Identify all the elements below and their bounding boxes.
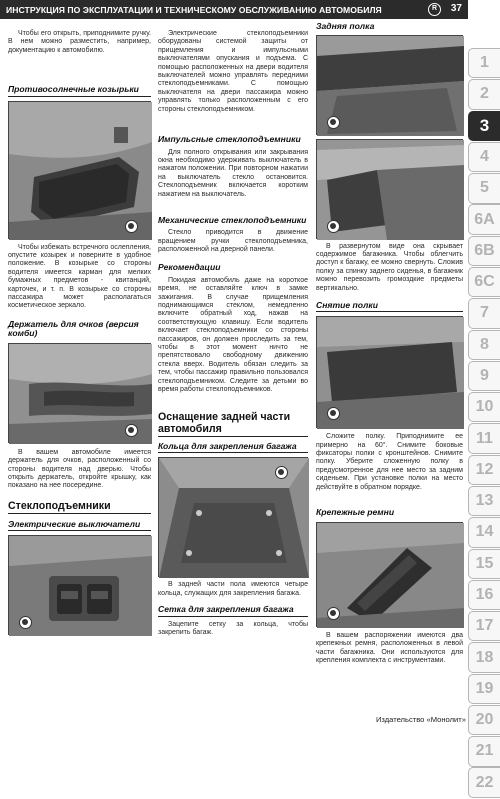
heading-rear-shelf: Задняя полка bbox=[316, 21, 375, 31]
heading-glasses-holder: Держатель для очков (версия комби) bbox=[8, 318, 139, 339]
rear-shelf-text: В развернутом виде она скрывает содержимое багажника. Чтобы облегчить доступ к багажу, ее можно свернуть. Сложив полку за спинку заднего сиденья, в багажник можно перевозить громоздкие предметы вертикально. bbox=[316, 242, 463, 292]
photo-window-switches bbox=[8, 535, 151, 635]
sun-visors-text: Чтобы избежать встречного ослепления, опустите козырек и поверните в удобное положение. В козырьке со стороны водителя имеется карман для мелких бумажных предметов - квитанций, карточек, и т. п. В козырьке со стороны пассажира может располагаться косметическое зеркало. bbox=[8, 243, 151, 310]
recommendations-text: Покидая автомобиль даже на короткое время, не оставляйте ключ в замке зажигания. В случае прищемления поднимающимся стеклом, немедленно включите обратный ход, нажав на соответствующую клавишу. Если водитель включает стеклоподъемники со стороны пассажиров, он должен проследить за тем, чтобы в этот момент ничто не препятствовало свободному движению стекла вверх. Водитель обязан следить за тем, чтобы пассажир правильно пользовался стеклоподъемником. Следите за детьми во время работы стеклоподъемников. bbox=[158, 276, 308, 394]
heading-luggage-net: Сетка для закрепления багажа bbox=[158, 605, 308, 617]
heading-recommendations: Рекомендации bbox=[158, 262, 221, 273]
chapter-tab[interactable]: 6C bbox=[468, 267, 500, 297]
photo-marker-icon bbox=[125, 220, 138, 233]
photo-marker-icon bbox=[125, 424, 138, 437]
heading-power-windows: Стеклоподъемники bbox=[8, 500, 151, 514]
photo-glasses-holder bbox=[8, 343, 151, 443]
chapter-tab[interactable]: 13 bbox=[468, 486, 500, 516]
brand-logo-icon: R bbox=[428, 3, 441, 16]
photo-marker-icon bbox=[327, 607, 340, 620]
heading-sun-visors: Противосолнечные козырьки bbox=[8, 85, 151, 97]
column-middle bbox=[158, 30, 308, 638]
chapter-tab[interactable]: 16 bbox=[468, 580, 500, 610]
header-title: ИНСТРУКЦИЯ ПО ЭКСПЛУАТАЦИИ И ТЕХНИЧЕСКОМУ ОБСЛУЖИВАНИЮ АВТОМОБИЛЯ bbox=[6, 4, 382, 15]
chapter-tab[interactable]: 20 bbox=[468, 705, 500, 735]
photo-sun-visor bbox=[8, 101, 151, 239]
photo-marker-icon bbox=[327, 116, 340, 129]
shelf-removal-text: Сложите полку. Приподнимите ее примерно на 60°. Снимите боковые фиксаторы полки с кронштейнов. Снимите полку. Уберите сложенную полку в предусмотренное для нее место за задним сиденьем. При установке полки на место действуйте в обратном порядке. bbox=[316, 433, 463, 491]
luggage-rings-text: В задней части пола имеются четыре кольца, служащих для закрепления багажа. bbox=[158, 581, 308, 597]
chapter-tab[interactable]: 21 bbox=[468, 736, 500, 766]
column-left bbox=[8, 30, 151, 635]
chapter-tab[interactable]: 4 bbox=[468, 142, 500, 172]
impulse-windows-text: Для полного открывания или закрывания окна необходимо удерживать выключатель в нажатом положении. При повторном нажатии на выключатель стекло остановится. Стеклоподъемник включается коротким нажатием на выключатель. bbox=[158, 148, 308, 198]
manual-windows-text: Стекло приводится в движение вращением ручки стеклоподъемника, расположенной на дверной панели. bbox=[158, 229, 308, 253]
page-header bbox=[0, 0, 468, 19]
chapter-tabs bbox=[468, 48, 500, 799]
chapter-tab[interactable]: 5 bbox=[468, 173, 500, 203]
glasses-holder-text: В вашем автомобиле имеется держатель для очков, расположенный со стороны водителя над дверью. Чтобы открыть держатель, откройте крышку, как показано на нее посередине. bbox=[8, 448, 151, 490]
windows-intro-text: Электрические стеклоподъемники оборудованы системой защиты от прищемления и импульсными выключателями опускания и подъема. С помощью расположенных на двери водителя выключателей можно управлять передними стеклоподъемниками. С помощью выключателя на двери пассажира можно управлять только расположенным с его стороны стеклоподъемником. bbox=[158, 30, 308, 113]
chapter-tab[interactable]: 2 bbox=[468, 79, 500, 109]
chapter-tab[interactable]: 18 bbox=[468, 642, 500, 672]
photo-shelf-removal bbox=[316, 316, 463, 428]
luggage-net-text: Зацепите сетку за кольца, чтобы закрепить багаж. bbox=[158, 620, 308, 637]
chapter-tab[interactable]: 11 bbox=[468, 423, 500, 453]
chapter-tab[interactable]: 15 bbox=[468, 549, 500, 579]
chapter-tab-active[interactable]: 3 bbox=[468, 111, 500, 141]
publisher-footer: Издательство «Монолит» bbox=[375, 715, 466, 724]
chapter-tab[interactable]: 6B bbox=[468, 236, 500, 266]
heading-manual-windows: Механические стеклоподъемники bbox=[158, 214, 307, 225]
photo-rear-shelf-folded bbox=[316, 139, 463, 239]
photo-straps bbox=[316, 522, 463, 627]
chapter-tab[interactable]: 7 bbox=[468, 298, 500, 328]
heading-electric-switches: Электрические выключатели bbox=[8, 520, 151, 532]
heading-shelf-removal: Снятие полки bbox=[316, 301, 463, 313]
chapter-tab[interactable]: 8 bbox=[468, 330, 500, 360]
chapter-tab[interactable]: 19 bbox=[468, 674, 500, 704]
column-right bbox=[316, 21, 463, 665]
heading-impulse-windows: Импульсные стеклоподъемники bbox=[158, 134, 301, 144]
page-number: 37 bbox=[450, 3, 462, 14]
chapter-tab[interactable]: 22 bbox=[468, 767, 500, 797]
straps-text: В вашем распоряжении имеются два крепежных ремня, расположенных в левой части багажника. Они используются для крепления комплекта с инструментами. bbox=[316, 631, 463, 664]
chapter-tab[interactable]: 6A bbox=[468, 204, 500, 234]
heading-rear-equipment: Оснащение задней части автомобиля bbox=[158, 411, 308, 437]
chapter-tab[interactable]: 9 bbox=[468, 361, 500, 391]
chapter-tab[interactable]: 14 bbox=[468, 517, 500, 547]
chapter-tab[interactable]: 1 bbox=[468, 48, 500, 78]
heading-luggage-rings: Кольца для закрепления багажа bbox=[158, 442, 308, 454]
intro-paragraph: Чтобы его открыть, приподнимите ручку. В нем можно разместить, например, документацию к автомобилю. bbox=[8, 30, 151, 54]
chapter-tab[interactable]: 12 bbox=[468, 455, 500, 485]
photo-marker-icon bbox=[327, 220, 340, 233]
photo-rear-shelf-open bbox=[316, 35, 463, 135]
chapter-tab[interactable]: 10 bbox=[468, 392, 500, 422]
heading-straps: Крепежные ремни bbox=[316, 507, 395, 518]
chapter-tab[interactable]: 17 bbox=[468, 611, 500, 641]
photo-luggage-rings bbox=[158, 457, 308, 577]
